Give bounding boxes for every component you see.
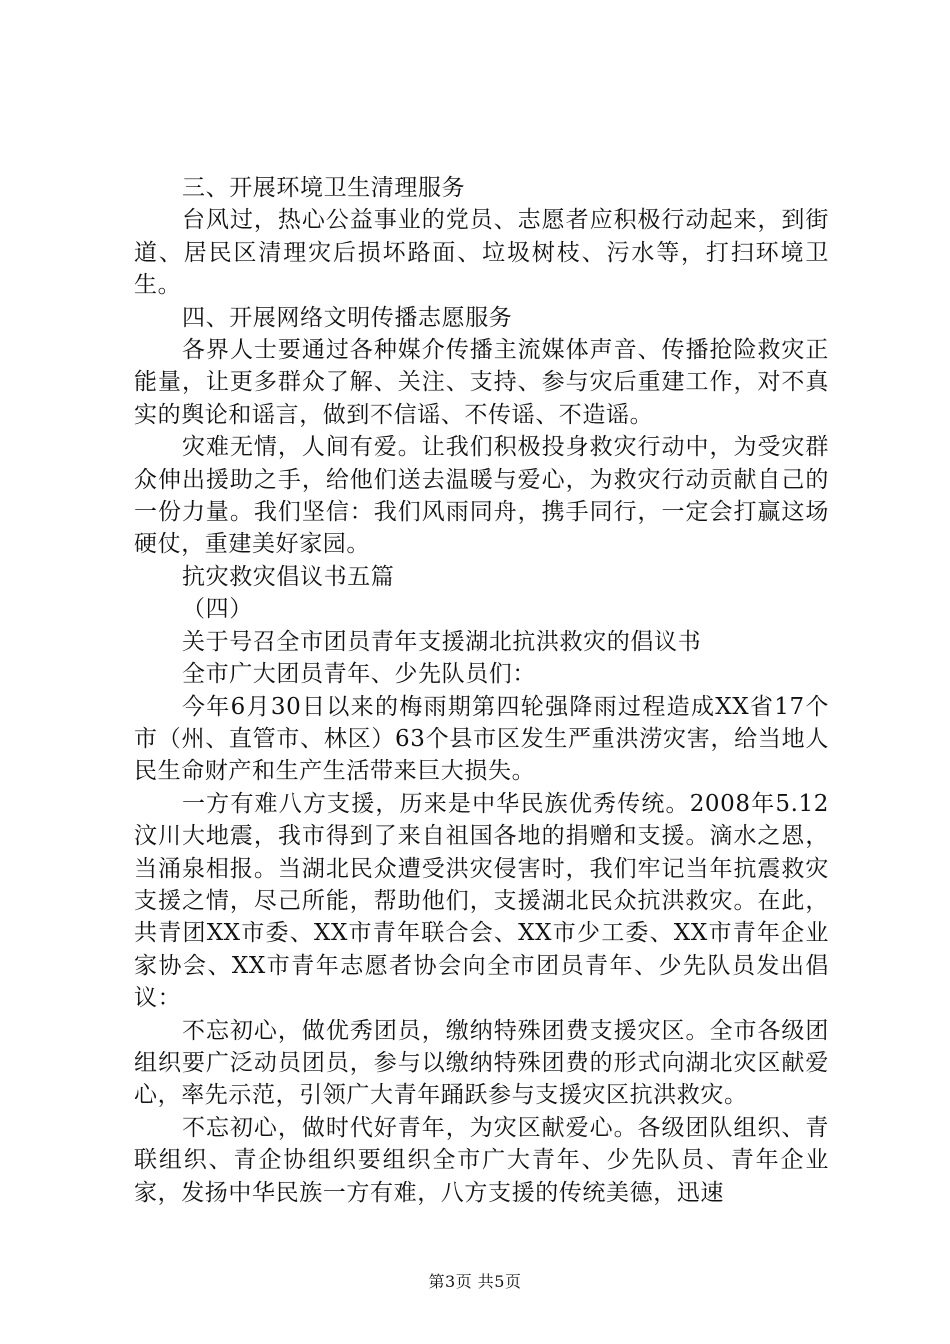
section-heading: 三、开展环境卫生清理服务 [182, 175, 466, 201]
paragraph: 不忘初心，做时代好青年，为灾区献爱心。各级团队组织、青联组织、青企协组织要组织全市广大青年、少先队员、青年企业家，发扬中华民族一方有难，八方支援的传统美德，迅速 [134, 1114, 829, 1206]
letter-salutation: 全市广大团员青年、少先队员们： [182, 661, 536, 688]
document-body [134, 172, 829, 1209]
paragraph: 各界人士要通过各种媒介传播主流媒体声音、传播抢险救灾正能量，让更多群众了解、关注、支持、参与灾后重建工作，对不真实的舆论和谣言，做到不信谣、不传谣、不造谣。 [134, 337, 829, 428]
paragraph: 台风过，热心公益事业的党员、志愿者应积极行动起来，到街道、居民区清理灾后损坏路面、垃圾树枝、污水等，打扫环境卫生。 [134, 207, 829, 299]
section-number: （四） [182, 596, 253, 623]
page-number-footer: 第3页 共5页 [428, 1272, 522, 1291]
section-heading: 四、开展网络文明传播志愿服务 [182, 304, 513, 331]
letter-title: 关于号召全市团员青年支援湖北抗洪救灾的倡议书 [182, 628, 702, 655]
paragraph: 不忘初心，做优秀团员，缴纳特殊团费支援灾区。全市各级团组织要广泛动员团员，参与以缴纳特殊团费的形式向湖北灾区献爱心，率先示范，引领广大青年踊跃参与支援灾区抗洪救灾。 [134, 1017, 829, 1109]
paragraph: 一方有难八方支援，历来是中华民族优秀传统。2008年5.12汶川大地震，我市得到了来自祖国各地的捐赠和支援。滴水之恩，当涌泉相报。当湖北民众遭受洪灾侵害时，我们牢记当年抗震救灾支援之情，尽己所能，帮助他们，支援湖北民众抗洪救灾。在此，共青团XX市委、XX市青年联合会、XX市少工委、XX市青年企业家协会、XX市青年志愿者协会向全市团员青年、少先队员发出倡议： [134, 790, 829, 1012]
paragraph: 今年6月30日以来的梅雨期第四轮强降雨过程造成XX省17个市（州、直管市、林区）63个县市区发生严重洪涝灾害，给当地人民生命财产和生产生活带来巨大损失。 [134, 693, 829, 785]
paragraph: 灾难无情，人间有爱。让我们积极投身救灾行动中，为受灾群众伸出援助之手，给他们送去温暖与爱心，为救灾行动贡献自己的一份力量。我们坚信：我们风雨同舟，携手同行，一定会打赢这场硬仗，重建美好家园。 [134, 434, 829, 558]
document-subtitle: 抗灾救灾倡议书五篇 [182, 563, 395, 590]
